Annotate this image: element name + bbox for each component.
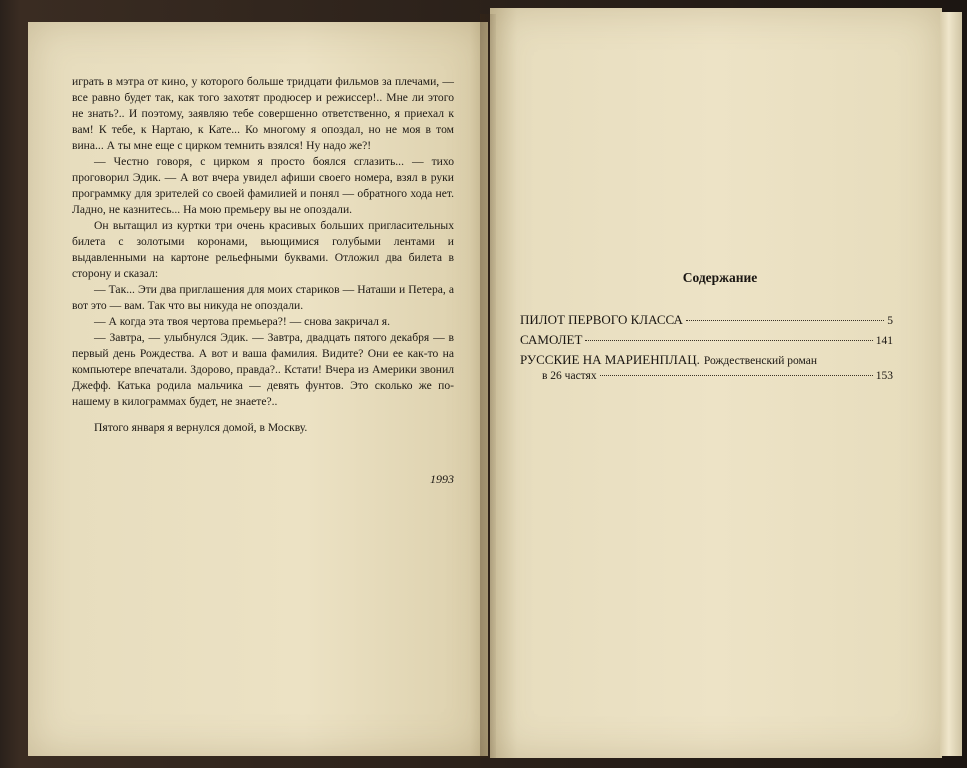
toc-leader-dots [600, 375, 873, 376]
year-signature: 1993 [430, 472, 454, 486]
toc-entry-page: 5 [887, 315, 893, 327]
toc-entry-title: ПИЛОТ ПЕРВОГО КЛАССА [520, 312, 683, 327]
toc-leader-dots [686, 320, 884, 321]
page-edge [940, 12, 962, 756]
toc-entry-1[interactable] [520, 312, 893, 332]
paragraph-2: — Честно говоря, с цирком я просто боялся сглазить... — тихо проговорил Эдик. — А вот вчера увидел афиши своего номера, взял в руки программку для зрителей со своей фамилией и понял — обратного хода нет. Ладно, не казнитесь... На мою премьеру вы не опоздали. [72, 155, 454, 216]
toc-entry-3-continued[interactable] [520, 370, 893, 388]
spine-shadow [480, 14, 496, 758]
toc-entry-title: САМОЛЕТ [520, 332, 583, 347]
toc-entry-continuation: в 26 частях [542, 370, 597, 382]
toc-heading: Содержание [682, 270, 758, 285]
left-page-text [72, 74, 454, 436]
paragraph-3: Он вытащил из куртки три очень красивых больших пригласительных билета с золотыми коронами, вьющимися голубыми лентами и выдавленными на картоне рельефными буквами. Отложил два билета в сторону и сказал: [72, 219, 454, 280]
toc-leader-dots [585, 340, 872, 341]
paragraph-4: — Так... Эти два приглашения для моих стариков — Наташи и Петера, а вот это — вам. Так что вы никуда не опоздали. [72, 283, 454, 312]
toc-entry-title: РУССКИЕ НА МАРИЕНПЛАЦ. [520, 352, 700, 367]
toc-entry-subtitle: Рождественский роман [703, 355, 817, 367]
paragraph-5: — А когда эта твоя чертова премьера?! — снова закричал я. [94, 315, 391, 328]
toc-entry-page: 141 [875, 335, 893, 347]
toc-entry-3[interactable] [520, 352, 893, 370]
paragraph-6: — Завтра, — улыбнулся Эдик. — Завтра, двадцать пятого декабря — в первый день Рождества. А вот и ваша фамилия. Видите? Они ее как-то на компьютере впечатали. Здорово, правда?.. Кстати! Вчера из Америки звонил Джефф. Катька родила мальчика — девять фунтов. Это сколько же по-нашему в килограммах будет, не знаете?.. [72, 331, 454, 408]
toc-entry-2[interactable] [520, 332, 893, 352]
paragraph-1: играть в мэтра от кино, у которого больше тридцати фильмов за плечами, — все равно будет так, как того захотят продюсер и режиссер!.. Мне ли этого не знать?.. И поэтому, заявляю тебе совершенно ответственно, я приехал к вам! К тебе, к Нартаю, к Кате... Ко многому я опоздал, но не моя в том вина... А ты мне еще с цирком темнить взялся! Ну надо же?! [72, 75, 454, 152]
paragraph-7: Пятого января я вернулся домой, в Москву. [94, 421, 308, 434]
toc-entry-page: 153 [875, 370, 893, 382]
table-of-contents [520, 312, 893, 388]
